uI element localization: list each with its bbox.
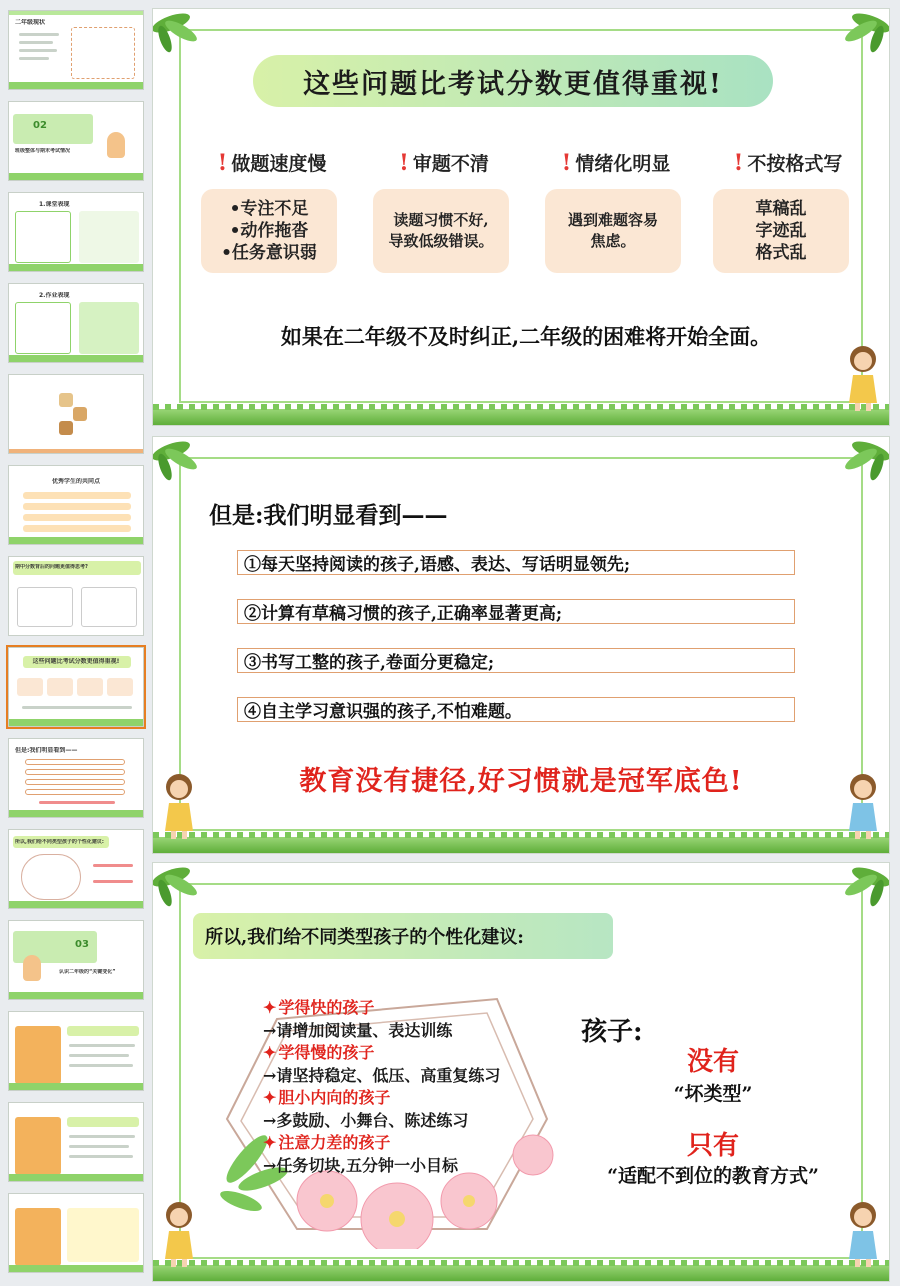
- thumb-banner: [67, 1117, 139, 1127]
- thumb-bar: [23, 525, 131, 532]
- thumb-grass: [9, 82, 143, 89]
- observation-item: ②计算有草稿习惯的孩子,正确率显著更高;: [237, 599, 795, 624]
- issue-heading-text: 情绪化明显: [575, 153, 671, 175]
- thumb-line: [93, 880, 133, 883]
- thumb-girl-illustration: [107, 132, 125, 158]
- card-line: 导致低级错误。: [388, 232, 494, 250]
- exclamation-icon: !: [217, 149, 228, 176]
- thumb-grass: [9, 355, 143, 362]
- thumb-title: 认识二年级的“关键变化”: [59, 969, 116, 975]
- thumb-notes: [67, 1208, 139, 1262]
- card-line: 读题习惯不好,: [393, 211, 489, 229]
- issue-heading-text: 做题速度慢: [231, 153, 327, 175]
- thumb-bar: [23, 492, 131, 499]
- thumb-item: [25, 759, 125, 765]
- advice-kind-inattentive: [263, 1132, 500, 1155]
- slide-advice[interactable]: [152, 862, 890, 1282]
- thumb-line: [69, 1054, 129, 1057]
- thumb-title: 这些问题比考试分数更值得重视!: [32, 658, 120, 665]
- thumb-banner: [67, 1026, 139, 1036]
- star-icon: ✦: [263, 1043, 277, 1062]
- palm-leaves-illustration: [153, 863, 213, 917]
- slide-thumbnail-7[interactable]: [8, 556, 144, 636]
- thumb-title: 期中分数背后的问题更值得思考?: [15, 564, 88, 570]
- thumb-table-left: [15, 211, 71, 263]
- issue-card-speed: [201, 189, 337, 273]
- thumb-grass: [9, 992, 143, 999]
- thumb-book-cover: [15, 1026, 61, 1084]
- thumb-banner: [13, 114, 93, 144]
- star-icon: ✦: [263, 998, 277, 1017]
- thumb-cube: [59, 393, 73, 407]
- advice-list: [263, 997, 500, 1177]
- slide-thumbnail-10[interactable]: [8, 829, 144, 909]
- exclamation-icon: !: [561, 149, 572, 176]
- thumb-motto: [39, 801, 115, 804]
- observation-item: ④自主学习意识强的孩子,不怕难题。: [237, 697, 795, 722]
- thumb-bar: [23, 503, 131, 510]
- thumb-item: [25, 789, 125, 795]
- palm-leaves-illustration: [153, 437, 213, 491]
- issue-heading-format: [703, 149, 873, 176]
- thumb-title: 班级整体与期末考试情况: [15, 148, 71, 154]
- thumb-table-right: [79, 302, 139, 354]
- issue-card-reading: [373, 189, 509, 273]
- mismatch-quote: “适配不到位的教育方式”: [607, 1165, 819, 1187]
- slide-title: 这些问题比考试分数更值得重视!: [253, 55, 773, 107]
- exclamation-icon: !: [399, 149, 409, 176]
- star-icon: ✦: [263, 1133, 277, 1152]
- thumb-line: [19, 33, 59, 36]
- thumb-notes-box: [71, 27, 135, 79]
- palm-leaves-illustration: [829, 9, 889, 63]
- star-icon: ✦: [263, 1088, 277, 1107]
- thumb-line: [69, 1155, 133, 1158]
- advice-tip: →任务切块,五分钟一小目标: [263, 1155, 458, 1175]
- grass-border: [153, 409, 889, 425]
- palm-leaves-illustration: [153, 9, 213, 63]
- thumb-grass: [9, 810, 143, 817]
- thumb-item: [25, 769, 125, 775]
- issue-heading-speed: [187, 149, 357, 176]
- slide-thumbnail-13[interactable]: [8, 1102, 144, 1182]
- thumb-footer: [9, 449, 143, 453]
- card-line: 字迹乱: [755, 221, 807, 241]
- thumb-title: 优秀学生的共同点: [51, 478, 100, 485]
- slide-thumbnail-8[interactable]: [8, 647, 144, 727]
- advice-tip: →请坚持稳定、低压、高重复练习: [263, 1065, 501, 1085]
- thumb-card: [107, 678, 133, 696]
- thumb-book-cover: [15, 1117, 61, 1175]
- thumb-section-number: 03: [75, 939, 89, 950]
- thumb-line: [69, 1064, 133, 1067]
- slide-heading: 但是:我们明显看到——: [209, 502, 448, 529]
- card-line: 焦虑。: [590, 232, 636, 250]
- thumb-section-number: 02: [33, 120, 47, 131]
- thumb-line: [93, 864, 133, 867]
- thumb-grass: [9, 264, 143, 271]
- girl-illustration: [157, 1197, 201, 1267]
- card-line: •动作拖沓: [229, 221, 309, 241]
- conclusion-text: 如果在二年级不及时纠正,二年级的困难将开始全面。: [280, 324, 772, 349]
- thumb-decoration: [9, 11, 143, 15]
- thumb-grass: [9, 1083, 143, 1090]
- only-label: 只有: [686, 1131, 739, 1161]
- thumb-grass: [9, 173, 143, 180]
- thumb-line: [19, 57, 49, 60]
- slide-heading: 所以,我们给不同类型孩子的个性化建议:: [193, 913, 613, 959]
- motto-text: 教育没有捷径,好习惯就是冠军底色!: [299, 766, 743, 797]
- thumb-card: [47, 678, 73, 696]
- advice-tip: →请增加阅读量、表达训练: [263, 1020, 453, 1040]
- advice-kind-text: 学得慢的孩子: [278, 1043, 375, 1062]
- bad-type-quote: “坏类型”: [673, 1083, 753, 1105]
- grass-border: [153, 1265, 889, 1281]
- thumb-grass: [9, 537, 143, 544]
- none-label: 没有: [686, 1047, 739, 1077]
- issue-card-emotion: [545, 189, 681, 273]
- slide-thumbnail-11[interactable]: [8, 920, 144, 1000]
- thumb-wreath: [21, 854, 81, 900]
- advice-kind-slow: [263, 1042, 500, 1065]
- slide-problems[interactable]: [152, 8, 890, 426]
- girl-illustration: [841, 1197, 885, 1267]
- advice-kind-text: 胆小内向的孩子: [278, 1088, 391, 1107]
- thumb-title: 所以,我们给不同类型孩子的个性化建议:: [15, 839, 104, 845]
- thumb-table-right: [79, 211, 139, 263]
- slide-thumbnail-1[interactable]: [8, 10, 144, 90]
- kid-label: 孩子:: [581, 1017, 643, 1047]
- issue-card-format: [713, 189, 849, 273]
- slide-thumbnail-4[interactable]: [8, 283, 144, 363]
- thumb-title: 1.课堂表现: [39, 201, 70, 208]
- card-line: •任务意识弱: [221, 243, 317, 263]
- thumb-title: 但是:我们明显看到——: [15, 747, 78, 754]
- thumb-title: 二年级现状: [15, 19, 46, 26]
- grass-border: [153, 837, 889, 853]
- thumb-grass: [9, 719, 143, 726]
- card-line: 格式乱: [755, 243, 807, 263]
- palm-leaves-illustration: [829, 863, 889, 917]
- thumb-panel-right: [81, 587, 137, 627]
- issue-heading-reading: [359, 149, 529, 176]
- thumb-line: [22, 706, 132, 709]
- card-line: 草稿乱: [755, 199, 807, 219]
- girl-illustration: [841, 341, 885, 411]
- slide-thumbnail-12[interactable]: [8, 1011, 144, 1091]
- advice-tip: →多鼓励、小舞台、陈述练习: [263, 1110, 469, 1130]
- advice-kind-fast: [263, 997, 500, 1020]
- observation-item: ①每天坚持阅读的孩子,语感、表达、写话明显领先;: [237, 550, 795, 575]
- advice-kind-text: 学得快的孩子: [278, 998, 375, 1017]
- slide-thumbnail-5[interactable]: [8, 374, 144, 454]
- thumb-bar: [23, 514, 131, 521]
- thumb-grass: [9, 1265, 143, 1272]
- thumb-book-cover: [15, 1208, 61, 1266]
- thumb-line: [19, 49, 57, 52]
- thumb-table-left: [15, 302, 71, 354]
- exclamation-icon: !: [733, 149, 744, 176]
- thumb-line: [69, 1135, 135, 1138]
- thumb-cube: [73, 407, 87, 421]
- thumb-item: [25, 779, 125, 785]
- slide-thumbnail-6[interactable]: [8, 465, 144, 545]
- palm-leaves-illustration: [829, 437, 889, 491]
- advice-kind-text: 注意力差的孩子: [278, 1133, 391, 1152]
- slide-observations[interactable]: [152, 436, 890, 854]
- thumb-line: [69, 1145, 129, 1148]
- thumb-line: [69, 1044, 135, 1047]
- advice-kind-shy: [263, 1087, 500, 1110]
- slide-thumbnail-14[interactable]: [8, 1193, 144, 1273]
- issue-heading-emotion: [531, 149, 701, 176]
- thumb-line: [19, 41, 53, 44]
- slide-thumbnail-9[interactable]: [8, 738, 144, 818]
- slide-thumbnail-2[interactable]: [8, 101, 144, 181]
- thumb-title: 2.作业表现: [39, 292, 70, 299]
- thumb-cube: [59, 421, 73, 435]
- thumb-grass: [9, 901, 143, 908]
- observation-item: ③书写工整的孩子,卷面分更稳定;: [237, 648, 795, 673]
- issue-heading-text: 不按格式写: [747, 153, 843, 175]
- card-line: 遇到难题容易: [567, 211, 658, 229]
- thumb-grass: [9, 1174, 143, 1181]
- card-line: •专注不足: [229, 199, 309, 219]
- slide-thumbnail-panel: [0, 0, 150, 1286]
- thumb-card: [77, 678, 103, 696]
- thumb-girl-illustration: [23, 955, 41, 981]
- issue-heading-text: 审题不清: [412, 153, 489, 175]
- slide-thumbnail-3[interactable]: [8, 192, 144, 272]
- thumb-card: [17, 678, 43, 696]
- thumb-panel-left: [17, 587, 73, 627]
